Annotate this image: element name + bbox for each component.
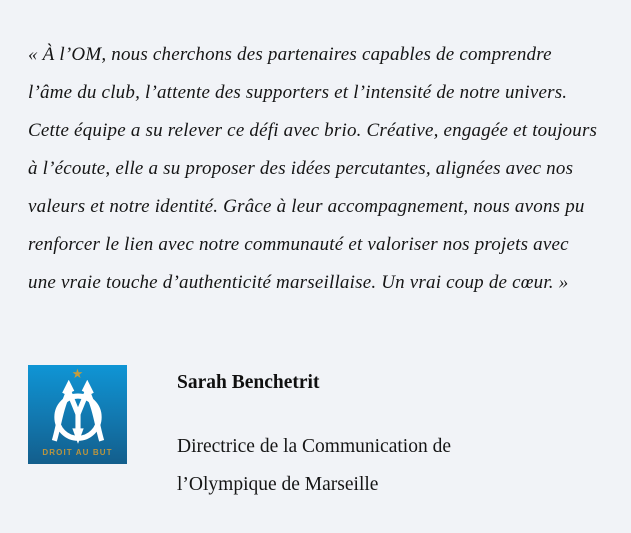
om-monogram-icon [42, 380, 114, 446]
quote-line: une vraie touche d’authenticité marseillaise. Un vrai coup de cœur. » [28, 272, 569, 293]
testimonial-quote [28, 36, 597, 302]
quote-line: l’âme du club, l’attente des supporters et l’intensité de notre univers. [28, 82, 568, 103]
author-name: Sarah Benchetrit [177, 372, 320, 393]
author-title [177, 428, 451, 504]
author-title-line: l’Olympique de Marseille [177, 474, 379, 495]
club-motto: DROIT AU BUT [42, 448, 113, 457]
author-title-line: Directrice de la Communication de [177, 436, 451, 457]
star-icon: ★ [71, 366, 84, 381]
om-club-logo [28, 365, 127, 464]
quote-line: « À l’OM, nous cherchons des partenaires capables de comprendre [28, 44, 552, 65]
quote-line: valeurs et notre identité. Grâce à leur accompagnement, nous avons pu [28, 196, 585, 217]
quote-line: Cette équipe a su relever ce défi avec brio. Créative, engagée et toujours [28, 120, 598, 141]
quote-line: à l’écoute, elle a su proposer des idées percutantes, alignées avec nos [28, 158, 574, 179]
quote-line: renforcer le lien avec notre communauté et valoriser nos projets avec [28, 234, 569, 255]
